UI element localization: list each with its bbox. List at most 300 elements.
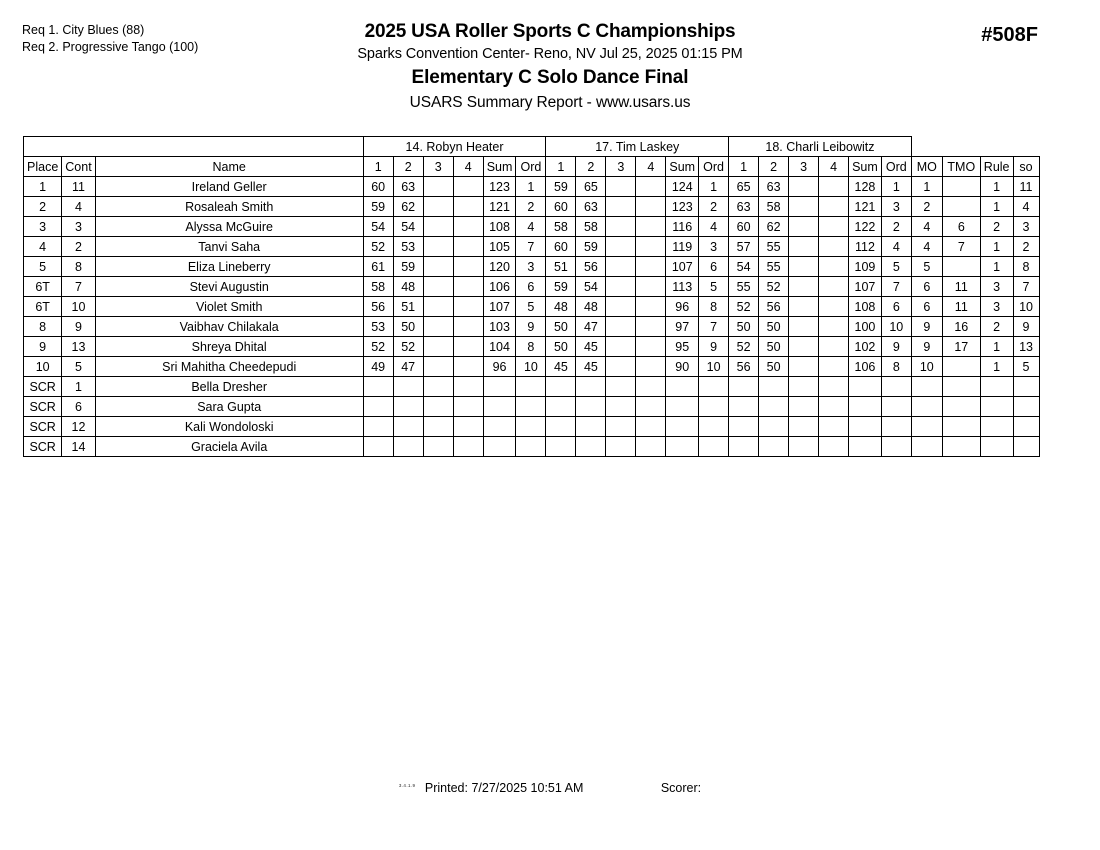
table-row (24, 317, 1040, 337)
cell-cont: 8 (62, 257, 95, 277)
cell-judge2-ord (699, 397, 729, 417)
cell-judge3-score1 (729, 377, 759, 397)
cell-so: 4 (1013, 197, 1039, 217)
cell-judge1-ord: 2 (516, 197, 546, 217)
cell-tmo (942, 377, 980, 397)
cell-cont: 9 (62, 317, 95, 337)
cell-judge1-score1: 52 (363, 337, 393, 357)
results-table-body (24, 137, 1040, 457)
cell-judge2-score3 (606, 177, 636, 197)
cell-judge2-score3 (606, 217, 636, 237)
cell-judge2-score3 (606, 337, 636, 357)
cell-judge1-score1 (363, 377, 393, 397)
header-judge1-2: 2 (393, 157, 423, 177)
cell-so: 9 (1013, 317, 1039, 337)
cell-judge3-score2: 55 (759, 257, 789, 277)
cell-judge1-score4 (453, 397, 483, 417)
cell-judge1-score1: 59 (363, 197, 393, 217)
cell-judge2-sum: 97 (666, 317, 699, 337)
cell-mo: 5 (911, 257, 942, 277)
table-row (24, 377, 1040, 397)
cell-judge3-score3 (789, 377, 819, 397)
cell-tmo (942, 397, 980, 417)
cell-judge2-ord: 1 (699, 177, 729, 197)
version-stamp: 3.4.1.9 (398, 782, 416, 788)
cell-judge3-score1 (729, 437, 759, 457)
cell-tmo: 16 (942, 317, 980, 337)
cell-judge3-score2: 50 (759, 317, 789, 337)
cell-place: 6T (24, 297, 62, 317)
cell-so: 13 (1013, 337, 1039, 357)
cell-judge1-score3 (423, 417, 453, 437)
table-row (24, 337, 1040, 357)
cell-place: 10 (24, 357, 62, 377)
cell-judge1-score4 (453, 197, 483, 217)
cell-judge1-score4 (453, 357, 483, 377)
cell-judge2-sum: 113 (666, 277, 699, 297)
cell-name: Rosaleah Smith (95, 197, 363, 217)
cell-mo: 9 (911, 337, 942, 357)
cell-mo (911, 437, 942, 457)
cell-judge3-sum: 122 (849, 217, 882, 237)
cell-tmo (942, 417, 980, 437)
cell-judge3-ord: 8 (881, 357, 911, 377)
cell-judge3-score1: 52 (729, 337, 759, 357)
cell-judge3-score4 (819, 397, 849, 417)
results-sheet (23, 136, 1040, 457)
cell-judge2-sum: 119 (666, 237, 699, 257)
cell-name: Graciela Avila (95, 437, 363, 457)
cell-judge1-sum: 120 (483, 257, 516, 277)
cell-judge2-score2 (576, 397, 606, 417)
cell-judge1-score1 (363, 417, 393, 437)
cell-judge2-score1 (546, 437, 576, 457)
cell-judge3-score1 (729, 397, 759, 417)
header-judge1-sum: Sum (483, 157, 516, 177)
cell-rule (980, 437, 1013, 457)
cell-judge3-score2: 58 (759, 197, 789, 217)
cell-judge3-score3 (789, 277, 819, 297)
cell-name: Stevi Augustin (95, 277, 363, 297)
cell-judge3-score2 (759, 377, 789, 397)
cell-judge1-score1: 49 (363, 357, 393, 377)
cell-judge2-sum: 90 (666, 357, 699, 377)
cell-judge3-score1: 54 (729, 257, 759, 277)
cell-judge2-ord: 5 (699, 277, 729, 297)
cell-judge2-score1: 59 (546, 177, 576, 197)
cell-judge3-ord: 2 (881, 217, 911, 237)
event-name: Elementary C Solo Dance Final (411, 67, 689, 88)
cell-judge3-score1: 52 (729, 297, 759, 317)
cell-place: SCR (24, 417, 62, 437)
table-row (24, 357, 1040, 377)
cell-judge3-score1: 57 (729, 237, 759, 257)
cell-mo: 1 (911, 177, 942, 197)
cell-judge1-sum: 105 (483, 237, 516, 257)
cell-judge1-score1: 60 (363, 177, 393, 197)
header-judge2-2: 2 (576, 157, 606, 177)
cell-judge1-score4 (453, 297, 483, 317)
cell-judge1-ord: 8 (516, 337, 546, 357)
cell-judge2-score1: 51 (546, 257, 576, 277)
cell-judge2-score1: 58 (546, 217, 576, 237)
cell-judge2-ord: 7 (699, 317, 729, 337)
judge-band-end (911, 137, 1039, 157)
cell-judge1-ord: 4 (516, 217, 546, 237)
cell-place: SCR (24, 377, 62, 397)
cell-tmo (942, 197, 980, 217)
cell-judge2-score4 (636, 357, 666, 377)
cell-mo: 6 (911, 297, 942, 317)
cell-judge3-sum: 106 (849, 357, 882, 377)
requirement-label: Req (22, 23, 45, 37)
cell-so: 7 (1013, 277, 1039, 297)
cell-place: 2 (24, 197, 62, 217)
cell-judge3-sum: 100 (849, 317, 882, 337)
cell-judge1-ord (516, 437, 546, 457)
header-judge3-2: 2 (759, 157, 789, 177)
cell-judge1-score3 (423, 237, 453, 257)
cell-judge2-score1: 60 (546, 237, 576, 257)
cell-judge2-score3 (606, 417, 636, 437)
cell-judge2-ord: 8 (699, 297, 729, 317)
cell-judge1-sum (483, 437, 516, 457)
cell-judge3-sum: 102 (849, 337, 882, 357)
cell-judge2-sum (666, 417, 699, 437)
cell-judge3-ord: 5 (881, 257, 911, 277)
cell-tmo: 7 (942, 237, 980, 257)
cell-judge3-score3 (789, 397, 819, 417)
cell-place: SCR (24, 437, 62, 457)
cell-cont: 14 (62, 437, 95, 457)
cell-judge3-score1: 65 (729, 177, 759, 197)
cell-judge1-score4 (453, 437, 483, 457)
header-judge3-sum: Sum (849, 157, 882, 177)
judge-name-1: 14. Robyn Heater (363, 137, 546, 157)
cell-judge2-ord: 9 (699, 337, 729, 357)
cell-name: Eliza Lineberry (95, 257, 363, 277)
cell-judge3-score4 (819, 317, 849, 337)
cell-judge2-score3 (606, 277, 636, 297)
requirement-label: Req (22, 40, 45, 54)
header-judge1-3: 3 (423, 157, 453, 177)
cell-judge1-sum: 106 (483, 277, 516, 297)
cell-judge3-score2: 56 (759, 297, 789, 317)
header-name: Name (95, 157, 363, 177)
cell-judge1-score2 (393, 397, 423, 417)
cell-judge3-score4 (819, 417, 849, 437)
cell-mo (911, 397, 942, 417)
cell-judge3-ord: 4 (881, 237, 911, 257)
judge-name-2: 17. Tim Laskey (546, 137, 729, 157)
cell-judge2-score4 (636, 297, 666, 317)
cell-judge2-score2: 48 (576, 297, 606, 317)
cell-mo: 2 (911, 197, 942, 217)
cell-judge1-score4 (453, 417, 483, 437)
cell-judge3-score3 (789, 357, 819, 377)
table-row (24, 437, 1040, 457)
cell-judge3-score2 (759, 417, 789, 437)
cell-judge1-score2 (393, 437, 423, 457)
venue-line: Sparks Convention Center- Reno, NV Jul 25, 2025 01:15 PM (357, 46, 743, 62)
cell-judge2-score2: 63 (576, 197, 606, 217)
cell-judge2-score3 (606, 377, 636, 397)
cell-judge2-score3 (606, 197, 636, 217)
cell-so: 5 (1013, 357, 1039, 377)
cell-so: 11 (1013, 177, 1039, 197)
cell-cont: 1 (62, 377, 95, 397)
cell-place: 6T (24, 277, 62, 297)
report-header (0, 20, 1100, 114)
cell-judge3-score3 (789, 217, 819, 237)
cell-judge1-score4 (453, 237, 483, 257)
cell-name: Violet Smith (95, 297, 363, 317)
cell-judge3-score3 (789, 177, 819, 197)
cell-judge2-score3 (606, 437, 636, 457)
cell-cont: 11 (62, 177, 95, 197)
cell-judge3-ord (881, 397, 911, 417)
cell-judge1-ord: 9 (516, 317, 546, 337)
cell-judge2-score1: 50 (546, 337, 576, 357)
cell-judge1-score3 (423, 357, 453, 377)
cell-tmo (942, 357, 980, 377)
cell-judge2-score2 (576, 417, 606, 437)
cell-judge2-ord: 6 (699, 257, 729, 277)
cell-judge2-score4 (636, 437, 666, 457)
cell-mo: 9 (911, 317, 942, 337)
cell-judge1-sum: 96 (483, 357, 516, 377)
table-row (24, 217, 1040, 237)
cell-tmo: 11 (942, 297, 980, 317)
cell-judge3-score4 (819, 297, 849, 317)
cell-judge2-score3 (606, 297, 636, 317)
cell-judge1-score1: 56 (363, 297, 393, 317)
cell-judge2-score3 (606, 357, 636, 377)
header-judge3-1: 1 (729, 157, 759, 177)
header-judge2-1: 1 (546, 157, 576, 177)
cell-judge1-score3 (423, 377, 453, 397)
cell-cont: 12 (62, 417, 95, 437)
judge-band-spacer (24, 137, 364, 157)
cell-judge3-score3 (789, 337, 819, 357)
header-rule: Rule (980, 157, 1013, 177)
cell-judge2-score4 (636, 377, 666, 397)
header-cont: Cont (62, 157, 95, 177)
cell-so (1013, 377, 1039, 397)
cell-judge1-sum: 121 (483, 197, 516, 217)
cell-judge2-score2 (576, 377, 606, 397)
cell-judge1-score3 (423, 277, 453, 297)
cell-judge1-score2 (393, 417, 423, 437)
cell-judge3-score4 (819, 237, 849, 257)
cell-judge2-score3 (606, 397, 636, 417)
cell-judge2-sum (666, 377, 699, 397)
cell-rule: 1 (980, 357, 1013, 377)
cell-name: Ireland Geller (95, 177, 363, 197)
cell-rule: 3 (980, 297, 1013, 317)
cell-judge2-score2: 54 (576, 277, 606, 297)
cell-rule: 2 (980, 217, 1013, 237)
cell-judge2-score2 (576, 437, 606, 457)
cell-judge3-score4 (819, 217, 849, 237)
cell-judge2-sum (666, 397, 699, 417)
cell-rule: 1 (980, 257, 1013, 277)
cell-judge2-score4 (636, 217, 666, 237)
judge-name-3: 18. Charli Leibowitz (729, 137, 912, 157)
cell-judge1-score2: 47 (393, 357, 423, 377)
cell-judge3-score2: 50 (759, 337, 789, 357)
cell-judge3-sum (849, 397, 882, 417)
cell-place: 9 (24, 337, 62, 357)
cell-judge3-score1: 55 (729, 277, 759, 297)
requirement-number: 1. (48, 23, 59, 37)
cell-rule: 1 (980, 197, 1013, 217)
cell-judge3-score3 (789, 317, 819, 337)
cell-judge3-score2: 52 (759, 277, 789, 297)
cell-name: Bella Dresher (95, 377, 363, 397)
cell-judge2-sum: 96 (666, 297, 699, 317)
table-row (24, 417, 1040, 437)
header-so: so (1013, 157, 1039, 177)
cell-judge1-sum: 123 (483, 177, 516, 197)
cell-judge1-sum (483, 417, 516, 437)
cell-mo: 6 (911, 277, 942, 297)
cell-judge3-score4 (819, 377, 849, 397)
page-title: 2025 USA Roller Sports C Championships (364, 21, 736, 42)
cell-judge2-ord: 10 (699, 357, 729, 377)
cell-judge3-score1: 50 (729, 317, 759, 337)
cell-judge1-score2: 50 (393, 317, 423, 337)
cell-judge3-score4 (819, 357, 849, 377)
cell-cont: 2 (62, 237, 95, 257)
cell-judge3-score1: 56 (729, 357, 759, 377)
cell-judge2-ord (699, 377, 729, 397)
cell-mo (911, 377, 942, 397)
cell-mo: 4 (911, 217, 942, 237)
cell-judge3-sum: 121 (849, 197, 882, 217)
header-judge2-4: 4 (636, 157, 666, 177)
judge-band-row (24, 137, 1040, 157)
cell-judge3-ord (881, 417, 911, 437)
cell-judge1-score2: 52 (393, 337, 423, 357)
cell-judge2-score4 (636, 197, 666, 217)
cell-cont: 10 (62, 297, 95, 317)
report-footer (0, 781, 1100, 795)
cell-cont: 4 (62, 197, 95, 217)
table-row (24, 257, 1040, 277)
cell-judge3-ord: 6 (881, 297, 911, 317)
cell-judge1-ord (516, 417, 546, 437)
cell-judge2-sum (666, 437, 699, 457)
cell-judge1-ord: 3 (516, 257, 546, 277)
cell-judge3-score3 (789, 237, 819, 257)
cell-judge1-score2: 59 (393, 257, 423, 277)
cell-name: Kali Wondoloski (95, 417, 363, 437)
cell-judge1-sum (483, 397, 516, 417)
cell-judge3-score3 (789, 417, 819, 437)
header-judge2-ord: Ord (699, 157, 729, 177)
table-row (24, 177, 1040, 197)
cell-judge2-score4 (636, 417, 666, 437)
cell-judge3-sum (849, 417, 882, 437)
cell-judge1-score2: 63 (393, 177, 423, 197)
cell-judge3-score1: 63 (729, 197, 759, 217)
cell-judge1-score2: 54 (393, 217, 423, 237)
cell-judge1-score2: 51 (393, 297, 423, 317)
cell-rule (980, 377, 1013, 397)
cell-judge1-score1: 53 (363, 317, 393, 337)
cell-judge1-score2: 62 (393, 197, 423, 217)
cell-so (1013, 437, 1039, 457)
cell-judge2-sum: 107 (666, 257, 699, 277)
cell-judge3-ord (881, 437, 911, 457)
table-row (24, 397, 1040, 417)
cell-judge3-score4 (819, 177, 849, 197)
cell-tmo: 6 (942, 217, 980, 237)
requirement-number: 2. (48, 40, 59, 54)
header-judge2-3: 3 (606, 157, 636, 177)
cell-tmo (942, 437, 980, 457)
cell-judge3-sum: 108 (849, 297, 882, 317)
cell-judge2-ord: 3 (699, 237, 729, 257)
cell-cont: 13 (62, 337, 95, 357)
cell-judge1-score4 (453, 177, 483, 197)
cell-judge1-score4 (453, 317, 483, 337)
cell-judge3-score2: 62 (759, 217, 789, 237)
cell-judge2-ord: 2 (699, 197, 729, 217)
cell-judge1-score3 (423, 177, 453, 197)
cell-tmo (942, 177, 980, 197)
cell-judge2-score2: 45 (576, 357, 606, 377)
cell-judge1-score4 (453, 257, 483, 277)
event-number: #508F (981, 24, 1038, 46)
cell-judge3-sum: 128 (849, 177, 882, 197)
table-row (24, 277, 1040, 297)
cell-judge1-ord (516, 397, 546, 417)
cell-judge1-score3 (423, 437, 453, 457)
header-judge3-3: 3 (789, 157, 819, 177)
cell-judge2-score1 (546, 397, 576, 417)
cell-judge2-score1: 48 (546, 297, 576, 317)
cell-rule: 1 (980, 237, 1013, 257)
cell-judge1-ord: 7 (516, 237, 546, 257)
cell-judge1-ord (516, 377, 546, 397)
header-judge2-sum: Sum (666, 157, 699, 177)
cell-judge2-sum: 123 (666, 197, 699, 217)
cell-judge1-score3 (423, 337, 453, 357)
cell-cont: 5 (62, 357, 95, 377)
cell-judge2-ord (699, 417, 729, 437)
cell-judge3-score3 (789, 297, 819, 317)
cell-judge2-score1: 45 (546, 357, 576, 377)
cell-name: Vaibhav Chilakala (95, 317, 363, 337)
cell-judge2-score1: 50 (546, 317, 576, 337)
cell-judge1-score1 (363, 437, 393, 457)
cell-judge1-score1: 61 (363, 257, 393, 277)
cell-judge1-sum: 104 (483, 337, 516, 357)
cell-judge2-score3 (606, 237, 636, 257)
cell-rule: 1 (980, 337, 1013, 357)
header-judge3-ord: Ord (881, 157, 911, 177)
cell-mo (911, 417, 942, 437)
cell-place: 8 (24, 317, 62, 337)
cell-so (1013, 417, 1039, 437)
cell-judge1-score3 (423, 397, 453, 417)
cell-judge3-ord: 10 (881, 317, 911, 337)
cell-judge1-sum: 103 (483, 317, 516, 337)
cell-so: 2 (1013, 237, 1039, 257)
cell-judge3-score4 (819, 437, 849, 457)
